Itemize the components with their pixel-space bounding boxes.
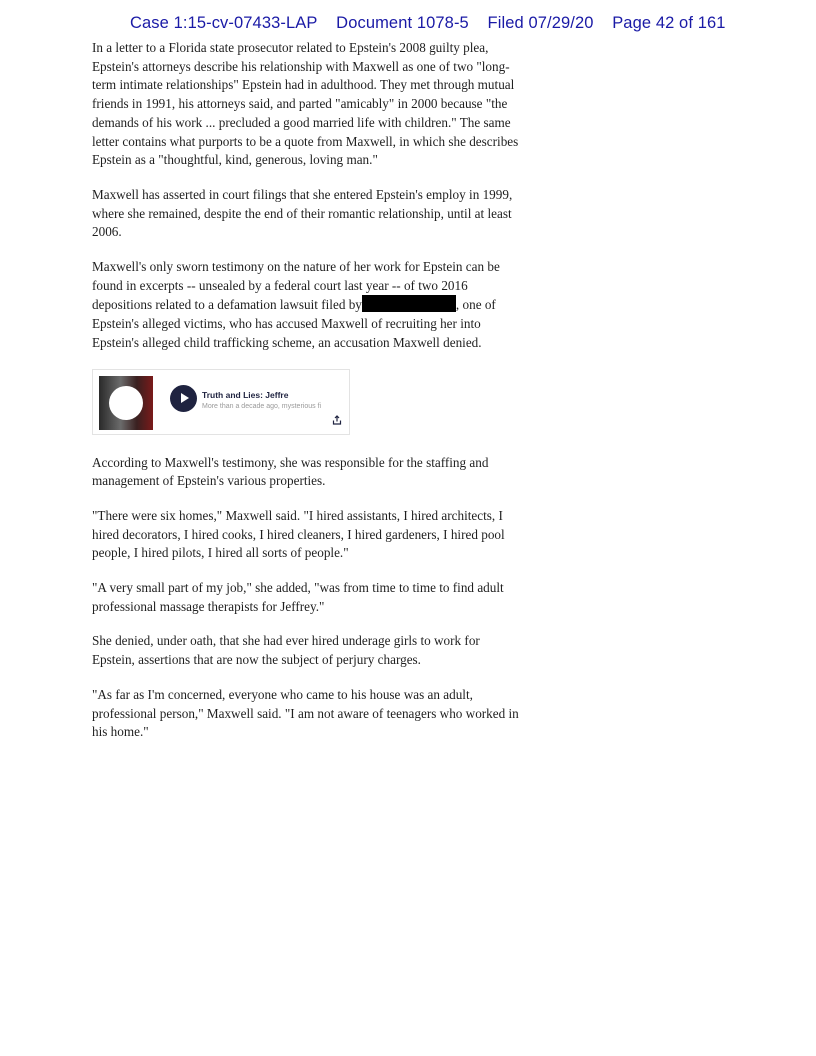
podcast-description: More than a decade ago, mysterious fi — [202, 402, 322, 410]
case-number: Case 1:15-cv-07433-LAP — [130, 14, 318, 32]
paragraph-adult: "As far as I'm concerned, everyone who came to his house was an adult, professional person," Maxwell said. "I am not aware of teenagers who worked in his home." — [92, 686, 519, 740]
case-header — [130, 14, 726, 33]
paragraph-testimony — [92, 258, 522, 353]
page-number: Page 42 of 161 — [612, 14, 726, 32]
paragraph-testimony-start: Maxwell's only sworn testimony on the nature of her work for Epstein can be found in excerpts -- unsealed by a federal court last year -- of two 2016 depositions related to a defamation lawsuit filed by — [92, 259, 500, 313]
paragraph-testimony-end: , one of Epstein's alleged victims, who has accused Maxwell of recruiting her into Epstein's alleged child trafficking scheme, an accusation Maxwell denied. — [92, 297, 496, 350]
paragraph-six-homes: "There were six homes," Maxwell said. "I hired assistants, I hired architects, I hired decorators, I hired cooks, I hired cleaners, I hired gardeners, I hired pool people, I hired pilots, I hired all sorts of people." — [92, 507, 505, 561]
paragraph-massage: "A very small part of my job," she added, "was from time to time to find adult professional massage therapists for Jeffrey." — [92, 580, 504, 614]
share-icon[interactable] — [332, 415, 342, 425]
article-body — [92, 39, 522, 758]
filed-date: Filed 07/29/20 — [487, 14, 594, 32]
paragraph-letter: In a letter to a Florida state prosecutor related to Epstein's 2008 guilty plea, Epstein's attorneys describe his relationship with Maxwell as one of two "long-term intimate relationships" Epstein had in adulthood. They met through mutual friends in 1991, his attorneys said, and parted "amicably" in 2000 because "the demands of his work ... precluded a good married life with children." The same letter contains what purports to be a quote from Maxwell, in which she describes Epstein as a "thoughtful, kind, generous, loving man." — [92, 40, 519, 168]
podcast-embed[interactable] — [92, 369, 350, 435]
paragraph-denial: She denied, under oath, that she had ever hired underage girls to work for Epstein, assertions that are now the subject of perjury charges. — [92, 633, 480, 668]
document-number: Document 1078-5 — [336, 14, 469, 32]
thumbnail-circle — [109, 386, 143, 420]
podcast-title: Truth and Lies: Jeffre — [202, 389, 289, 400]
paragraph-employment: Maxwell has asserted in court filings that she entered Epstein's employ in 1999, where she remained, despite the end of their romantic relationship, until at least 2006. — [92, 186, 513, 240]
redaction-box — [362, 295, 456, 312]
paragraph-staffing: According to Maxwell's testimony, she was responsible for the staffing and management of Epstein's various properties. — [92, 454, 489, 489]
podcast-thumbnail — [99, 376, 153, 430]
play-icon[interactable] — [170, 385, 197, 412]
